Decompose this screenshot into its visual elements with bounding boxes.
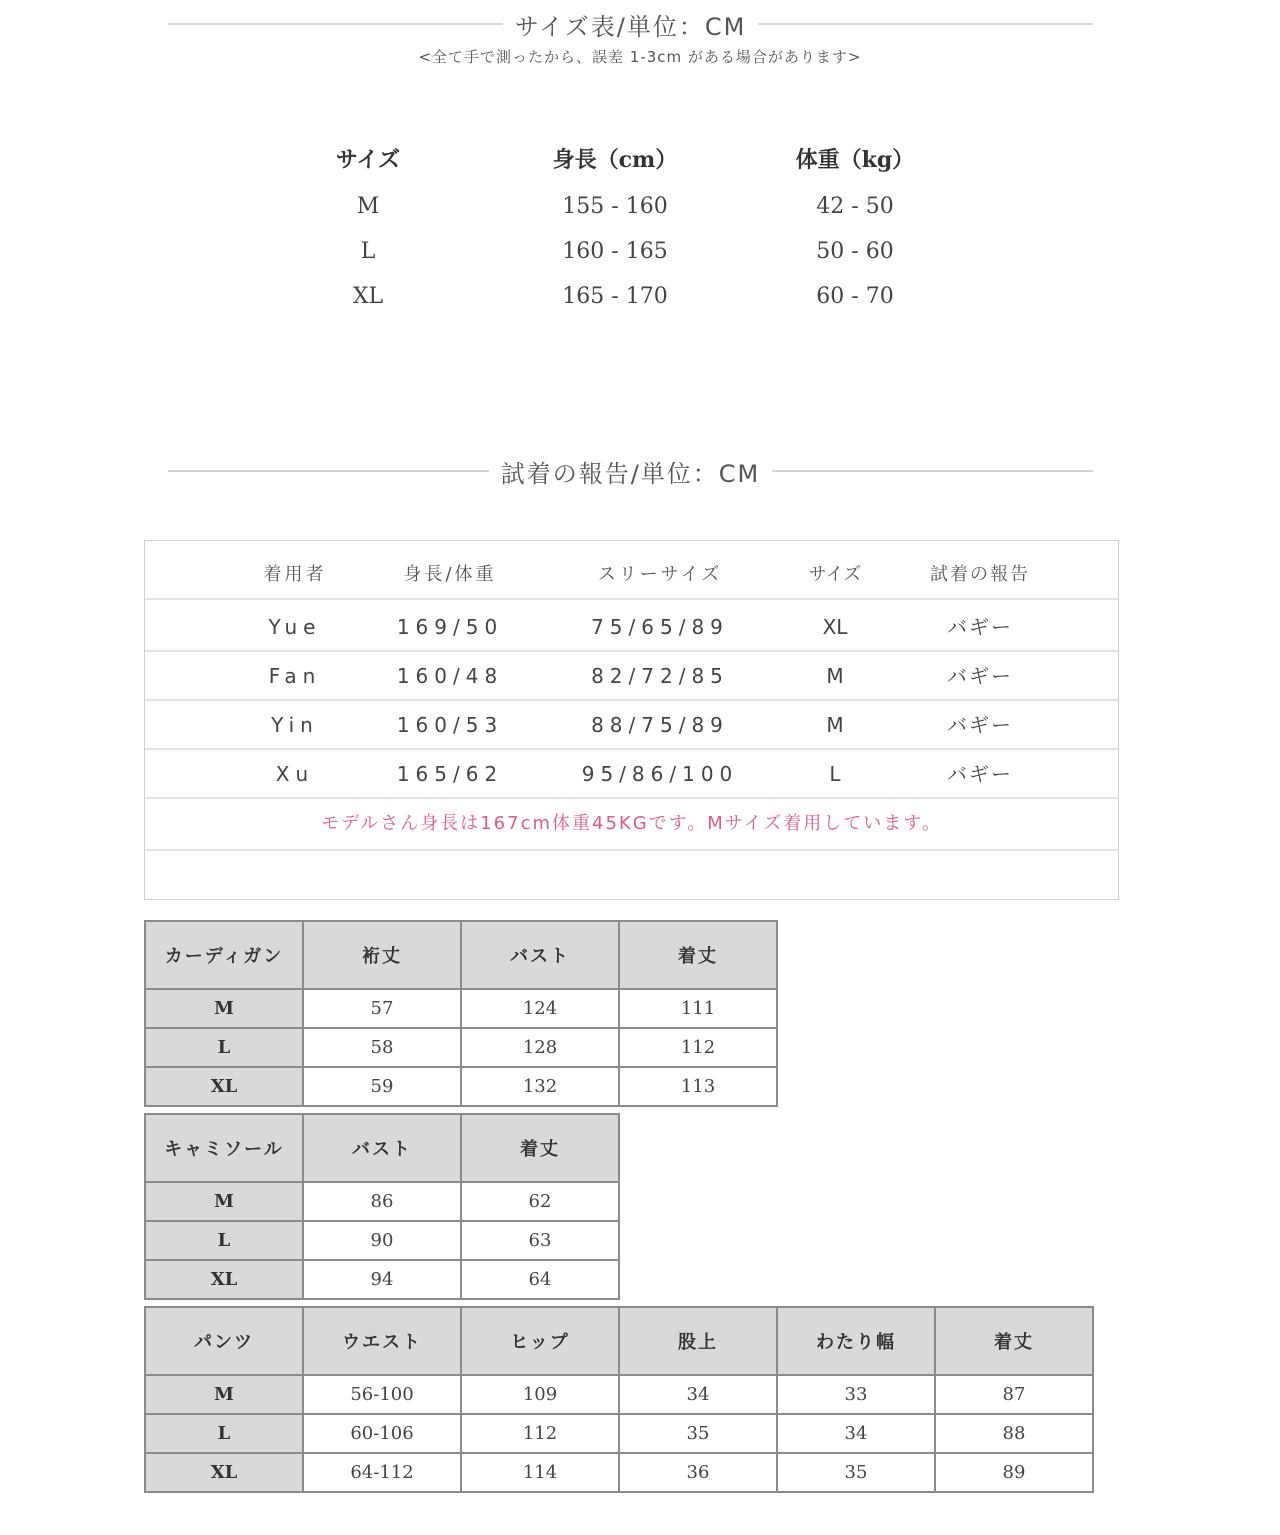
fitting-report-table bbox=[144, 540, 1119, 900]
three-sizes: 95/86/100 bbox=[581, 762, 739, 786]
size-section-header bbox=[168, 4, 1093, 44]
table-cell: 86 bbox=[303, 1182, 461, 1221]
divider-line bbox=[168, 470, 489, 472]
table-cell: 94 bbox=[303, 1260, 461, 1299]
table-cell: 35 bbox=[777, 1453, 935, 1492]
column-header: 着丈 bbox=[619, 921, 777, 989]
table-cell: 124 bbox=[461, 989, 619, 1028]
size-label: XL bbox=[145, 1067, 303, 1106]
divider-line bbox=[772, 470, 1093, 472]
table-cell: 63 bbox=[461, 1221, 619, 1260]
size-cell: M bbox=[356, 194, 380, 219]
measurement-note: <全て手で測ったから、誤差 1-3cm がある場合があります> bbox=[418, 48, 862, 66]
three-sizes: 75/65/89 bbox=[591, 615, 729, 639]
table-cell: 59 bbox=[303, 1067, 461, 1106]
report-header-row bbox=[145, 551, 1118, 600]
table-cell: 132 bbox=[461, 1067, 619, 1106]
table-row bbox=[0, 232, 1280, 272]
pants-size-table bbox=[144, 1306, 1094, 1493]
table-cell: 58 bbox=[303, 1028, 461, 1067]
table-cell: 34 bbox=[777, 1414, 935, 1453]
column-header: 着丈 bbox=[935, 1307, 1093, 1375]
table-header-row bbox=[145, 921, 777, 989]
size-cell: XL bbox=[352, 284, 384, 309]
table-row bbox=[145, 1028, 777, 1067]
table-cell: 90 bbox=[303, 1221, 461, 1260]
size-section-title: サイズ表/単位：CM bbox=[514, 12, 747, 41]
table-cell: 64 bbox=[461, 1260, 619, 1299]
table-header-row bbox=[145, 1307, 1093, 1375]
table-row bbox=[145, 1067, 777, 1106]
table-cell: 64-112 bbox=[303, 1453, 461, 1492]
height-weight: 165/62 bbox=[396, 762, 504, 786]
table-row bbox=[145, 603, 1118, 652]
height-cell: 155 - 160 bbox=[562, 194, 668, 219]
table-cell: 60-106 bbox=[303, 1414, 461, 1453]
table-row bbox=[145, 652, 1118, 701]
size-label: M bbox=[145, 1182, 303, 1221]
model-note: モデルさん身長は167cm体重45KGです。Mサイズ着用しています。 bbox=[321, 813, 942, 834]
table-row bbox=[145, 701, 1118, 750]
divider-line bbox=[145, 849, 1118, 851]
height-weight: 169/50 bbox=[396, 615, 504, 639]
column-header: 着丈 bbox=[461, 1114, 619, 1182]
size-label: L bbox=[145, 1221, 303, 1260]
fit-report: バギー bbox=[947, 664, 1013, 688]
table-cell: 33 bbox=[777, 1375, 935, 1414]
height-weight: 160/48 bbox=[396, 664, 504, 688]
fit-report: バギー bbox=[947, 615, 1013, 639]
table-row bbox=[145, 1375, 1093, 1414]
table-cell: 87 bbox=[935, 1375, 1093, 1414]
table-row bbox=[145, 989, 777, 1028]
size-label: M bbox=[145, 1375, 303, 1414]
table-cell: 36 bbox=[619, 1453, 777, 1492]
table-cell: 89 bbox=[935, 1453, 1093, 1492]
size-worn: L bbox=[829, 762, 841, 786]
column-header: わたり幅 bbox=[777, 1307, 935, 1375]
table-row bbox=[0, 277, 1280, 317]
size-label: XL bbox=[145, 1453, 303, 1492]
three-sizes: 82/72/85 bbox=[591, 664, 729, 688]
table-category: パンツ bbox=[145, 1307, 303, 1375]
header-weight: 体重（kg） bbox=[795, 147, 915, 173]
weight-cell: 60 - 70 bbox=[816, 284, 894, 309]
wearer-name: Xu bbox=[275, 762, 315, 786]
size-cell: L bbox=[360, 239, 376, 264]
table-cell: 114 bbox=[461, 1453, 619, 1492]
header-wearer: 着用者 bbox=[263, 564, 327, 585]
column-header: 股上 bbox=[619, 1307, 777, 1375]
three-sizes: 88/75/89 bbox=[591, 713, 729, 737]
table-cell: 109 bbox=[461, 1375, 619, 1414]
table-row bbox=[145, 1221, 619, 1260]
size-worn: M bbox=[826, 664, 844, 688]
wearer-name: Yue bbox=[268, 615, 322, 639]
table-cell: 56-100 bbox=[303, 1375, 461, 1414]
height-weight: 160/53 bbox=[396, 713, 504, 737]
size-label: XL bbox=[145, 1260, 303, 1299]
camisole-size-table bbox=[144, 1113, 620, 1300]
table-row bbox=[145, 1182, 619, 1221]
table-cell: 34 bbox=[619, 1375, 777, 1414]
table-row bbox=[145, 1414, 1093, 1453]
height-cell: 160 - 165 bbox=[562, 239, 668, 264]
column-header: 裄丈 bbox=[303, 921, 461, 989]
divider-line bbox=[758, 23, 1093, 25]
table-cell: 35 bbox=[619, 1414, 777, 1453]
divider-line bbox=[168, 23, 503, 25]
table-category: カーディガン bbox=[145, 921, 303, 989]
table-row bbox=[0, 187, 1280, 227]
size-label: L bbox=[145, 1414, 303, 1453]
report-section-header bbox=[168, 451, 1093, 491]
weight-cell: 50 - 60 bbox=[816, 239, 894, 264]
fit-report: バギー bbox=[947, 762, 1013, 786]
table-row bbox=[145, 1260, 619, 1299]
table-cell: 62 bbox=[461, 1182, 619, 1221]
size-table-header bbox=[0, 140, 1280, 180]
size-label: L bbox=[145, 1028, 303, 1067]
header-three-sizes: スリーサイズ bbox=[597, 564, 723, 585]
column-header: ヒップ bbox=[461, 1307, 619, 1375]
column-header: ウエスト bbox=[303, 1307, 461, 1375]
table-cell: 57 bbox=[303, 989, 461, 1028]
table-cell: 112 bbox=[461, 1414, 619, 1453]
wearer-name: Yin bbox=[271, 713, 319, 737]
size-label: M bbox=[145, 989, 303, 1028]
table-cell: 88 bbox=[935, 1414, 1093, 1453]
table-cell: 128 bbox=[461, 1028, 619, 1067]
table-header-row bbox=[145, 1114, 619, 1182]
column-header: バスト bbox=[461, 921, 619, 989]
size-worn: XL bbox=[822, 615, 848, 639]
column-header: バスト bbox=[303, 1114, 461, 1182]
table-row bbox=[145, 750, 1118, 799]
fit-report: バギー bbox=[947, 713, 1013, 737]
header-height-weight: 身長/体重 bbox=[403, 564, 497, 585]
size-worn: M bbox=[826, 713, 844, 737]
header-height: 身長（cm） bbox=[552, 147, 678, 173]
table-cell: 111 bbox=[619, 989, 777, 1028]
table-row bbox=[145, 1453, 1093, 1492]
table-category: キャミソール bbox=[145, 1114, 303, 1182]
table-cell: 112 bbox=[619, 1028, 777, 1067]
wearer-name: Fan bbox=[268, 664, 322, 688]
table-cell: 113 bbox=[619, 1067, 777, 1106]
header-size: サイズ bbox=[335, 147, 401, 173]
weight-cell: 42 - 50 bbox=[816, 194, 894, 219]
height-cell: 165 - 170 bbox=[562, 284, 668, 309]
report-section-title: 試着の報告/単位：CM bbox=[500, 459, 761, 488]
header-size: サイズ bbox=[808, 564, 862, 585]
header-report: 試着の報告 bbox=[930, 564, 1030, 585]
cardigan-size-table bbox=[144, 920, 778, 1107]
